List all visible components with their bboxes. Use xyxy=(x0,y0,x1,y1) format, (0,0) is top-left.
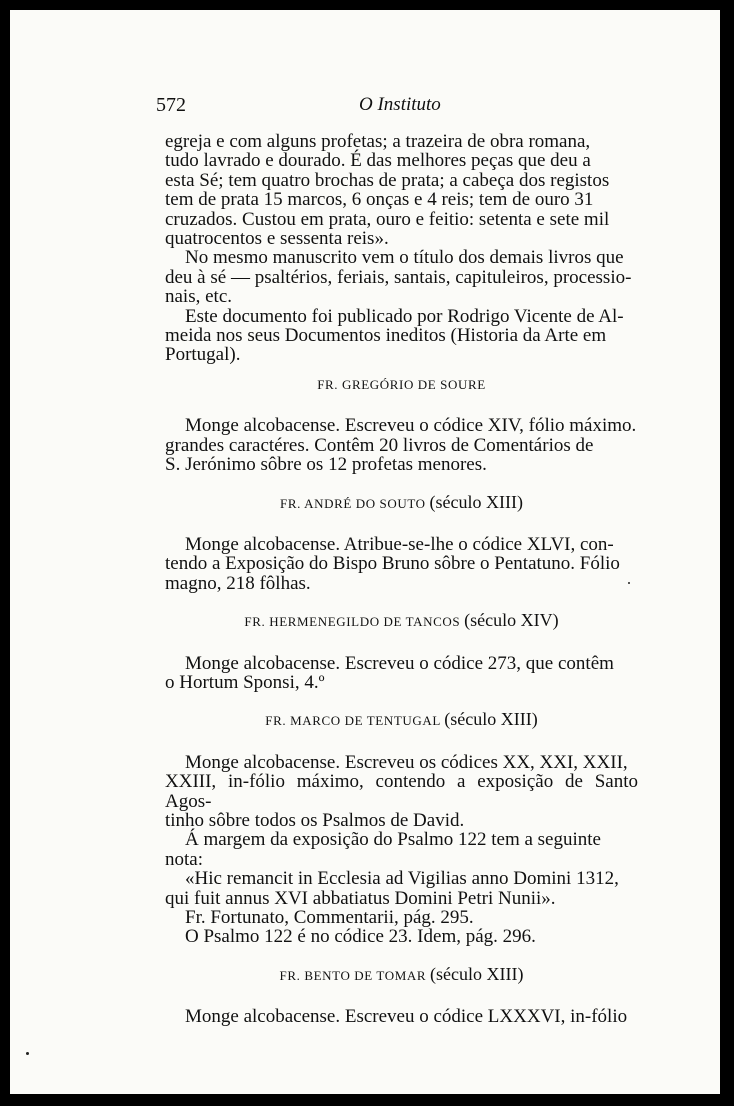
text-line: esta Sé; tem quatro brochas de prata; a cabeça dos registos xyxy=(165,169,610,191)
text-line: Monge alcobacense. Escreveu o códice 273, que contêm xyxy=(185,652,614,674)
text-line: cruzados. Custou em prata, ouro e feitio: setenta e sete mil xyxy=(165,208,610,230)
text-line: o Hortum Sponsi, 4.º xyxy=(165,671,325,693)
heading-name: FR. HERMENEGILDO DE TANCOS xyxy=(244,614,461,630)
text-line: Monge alcobacense. Escreveu o códice XIV, fólio máximo. xyxy=(185,415,637,437)
section-heading xyxy=(165,965,638,985)
text-line: egreja e com alguns profetas; a trazeira de obra romana, xyxy=(165,131,591,152)
heading-century: (século XIII) xyxy=(430,963,524,984)
page-header xyxy=(156,94,644,120)
text-line: tem de prata 15 marcos, 6 onças e 4 reis; tem de ouro 31 xyxy=(165,189,594,211)
heading-name: FR. GREGÓRIO DE SOURE xyxy=(317,376,486,392)
heading-name: FR. ANDRÉ DO SOUTO xyxy=(280,495,426,511)
page-number: 572 xyxy=(156,94,186,116)
section-andre xyxy=(165,493,638,594)
text-line: nota: xyxy=(165,848,203,870)
text-line: Monge alcobacense. Atribue-se-lhe o códice XLVI, con- xyxy=(185,533,614,555)
section-heading xyxy=(165,611,638,631)
text-line: Portugal). xyxy=(165,344,241,366)
text-line: meida nos seus Documentos ineditos (Historia da Arte em xyxy=(165,325,607,347)
section-heading xyxy=(165,710,638,730)
text-line: Monge alcobacense. Escreveu o códice LXXXVI, in-fólio xyxy=(185,1006,628,1028)
text-line: tinho sôbre todos os Psalmos de David. xyxy=(165,809,465,831)
scan-speck xyxy=(26,1052,29,1055)
text-line: tudo lavrado e dourado. É das melhores peças que deu a xyxy=(165,150,591,172)
text-line: Á margem da exposição do Psalmo 122 tem a seguinte xyxy=(185,829,601,851)
heading-century: (século XIV) xyxy=(464,610,559,631)
text-line: S. Jerónimo sôbre os 12 profetas menores. xyxy=(165,454,487,476)
intro-block xyxy=(165,132,638,365)
text-line: quatrocentos e sessenta reis». xyxy=(165,228,389,250)
scan-speck xyxy=(628,582,630,584)
text-line: No mesmo manuscrito vem o título dos demais livros que xyxy=(185,247,624,269)
text-line: O Psalmo 122 é no códice 23. Idem, pág. 296. xyxy=(185,926,536,948)
text-line: qui fuit annus XVI abbatiatus Domini Petri Nunii». xyxy=(165,887,556,909)
section-hermenegildo xyxy=(165,611,638,692)
text-line: Monge alcobacense. Escreveu os códices XX, XXI, XXII, xyxy=(185,751,628,773)
heading-century: (século XIII) xyxy=(444,709,538,730)
section-heading xyxy=(165,375,638,394)
text-line: Este documento foi publicado por Rodrigo Vicente de Al- xyxy=(185,305,624,327)
section-gregorio xyxy=(165,375,638,475)
body-text xyxy=(165,132,638,1027)
text-line: XXIII, in-fólio máximo, contendo a exposição de Santo Agos- xyxy=(165,771,638,812)
running-title: O Instituto xyxy=(359,94,441,115)
text-line: «Hic remancit in Ecclesia ad Vigilias anno Domini 1312, xyxy=(185,868,619,890)
heading-name: FR. MARCO DE TENTUGAL xyxy=(265,713,441,729)
text-line: magno, 218 fôlhas. xyxy=(165,572,311,594)
text-line: grandes caractéres. Contêm 20 livros de Comentários de xyxy=(165,434,594,456)
section-marco xyxy=(165,710,638,946)
text-line: tendo a Exposição do Bispo Bruno sôbre o Pentatuno. Fólio xyxy=(165,553,620,575)
section-bento xyxy=(165,965,638,1027)
section-heading xyxy=(165,493,638,513)
text-line: Fr. Fortunato, Commentarii, pág. 295. xyxy=(185,907,474,928)
text-line: nais, etc. xyxy=(165,286,233,308)
heading-century: (século XIII) xyxy=(429,491,523,512)
text-line: deu à sé — psaltérios, feriais, santais, capituleiros, processio- xyxy=(165,266,632,288)
heading-name: FR. BENTO DE TOMAR xyxy=(279,967,427,983)
